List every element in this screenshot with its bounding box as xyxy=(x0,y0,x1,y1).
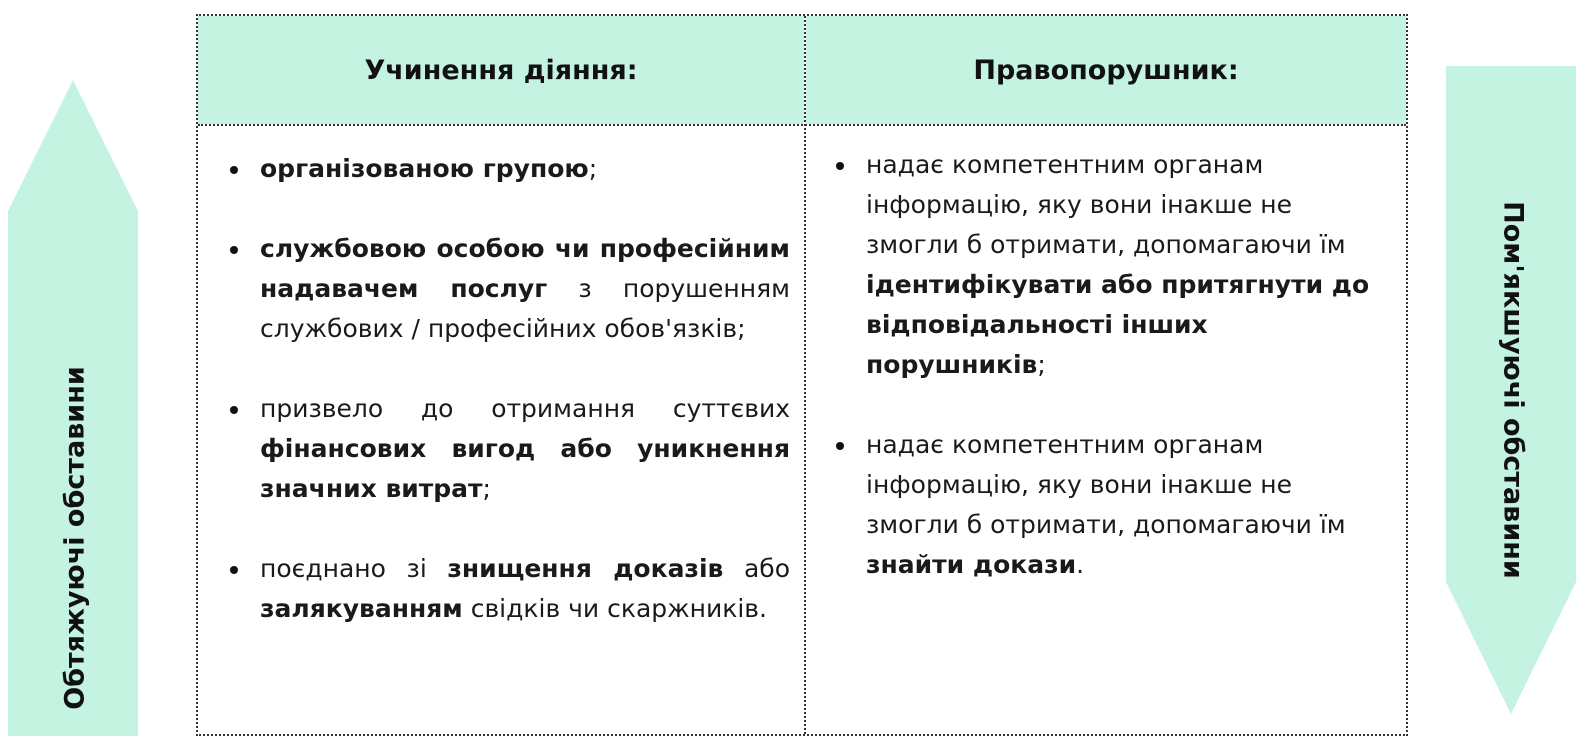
list-item xyxy=(260,149,790,189)
offender-list xyxy=(866,145,1386,625)
mitigating-arrow xyxy=(1446,66,1580,722)
circumstances-table xyxy=(196,14,1408,736)
mitigating-label: Пом'якшуючі обставини xyxy=(1497,201,1529,579)
item-text: свідків чи скаржників. xyxy=(462,594,767,623)
header-divider xyxy=(198,124,1406,126)
item-text: ; xyxy=(482,474,491,503)
list-item xyxy=(260,229,790,349)
item-bold: залякуванням xyxy=(260,594,463,623)
list-item xyxy=(866,425,1386,585)
list-item xyxy=(260,549,790,629)
aggravating-label: Обтяжуючі обставини xyxy=(59,366,91,710)
item-text: ; xyxy=(1037,350,1046,379)
item-text: з порушенням службових / професійних обов'язків; xyxy=(260,274,790,343)
aggravating-arrow xyxy=(8,80,142,736)
item-text: надає компетентним органам інформацію, яку вони інакше не змогли б отримати, допомагаючи їм xyxy=(866,150,1346,259)
header-offender: Правопорушник: xyxy=(806,16,1406,124)
item-text: поєднано зі xyxy=(260,554,448,583)
item-bold: організованою групою xyxy=(260,154,589,183)
item-bold: ідентифікувати або притягнути до відповідальності інших порушників xyxy=(866,270,1370,379)
item-text: призвело до отримання суттєвих xyxy=(260,394,790,423)
list-item xyxy=(260,389,790,509)
item-text: надає компетентним органам інформацію, яку вони інакше не змогли б отримати, допомагаючи їм xyxy=(866,430,1346,539)
item-bold: фінансових вигод або уникнення значних витрат xyxy=(260,434,790,503)
item-bold: знищення доказів xyxy=(447,554,724,583)
item-text: ; xyxy=(588,154,598,183)
act-list xyxy=(260,149,790,669)
header-act: Учинення діяння: xyxy=(198,16,804,124)
item-text: або xyxy=(723,554,790,583)
item-text: . xyxy=(1076,550,1085,579)
list-item xyxy=(866,145,1386,385)
item-bold: службовою особою чи професійним надавачем послуг xyxy=(260,234,790,303)
item-bold: знайти докази xyxy=(866,550,1077,579)
